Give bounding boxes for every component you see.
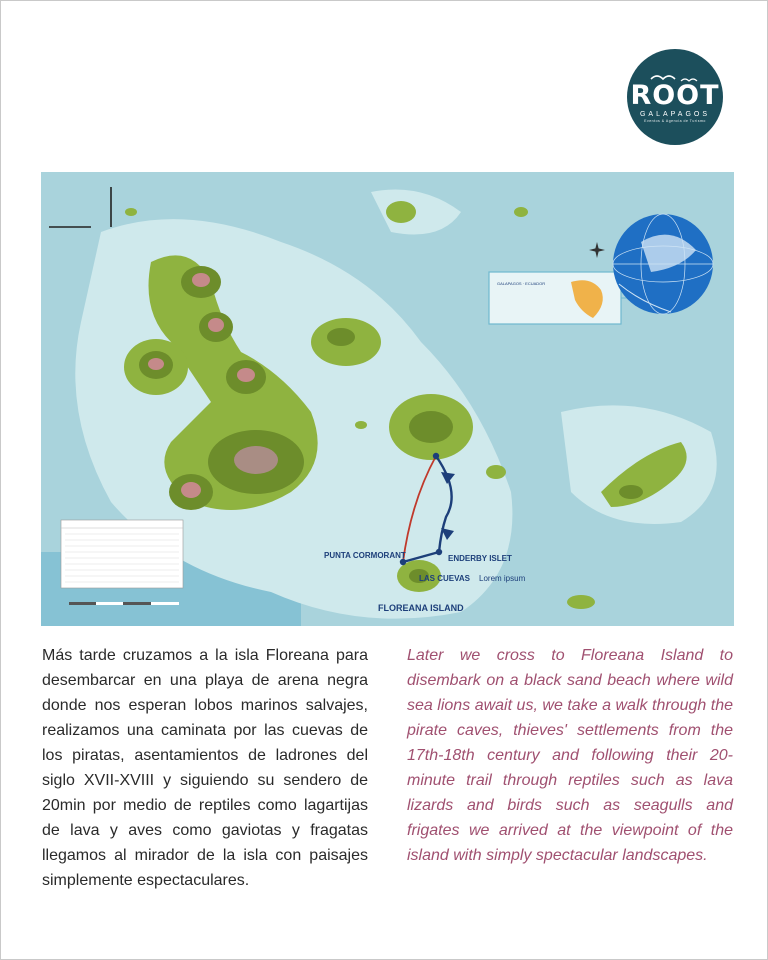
galapagos-map <box>41 172 734 626</box>
spanish-paragraph: Más tarde cruzamos a la isla Floreana para desembarcar en una playa de arena negra donde nos esperan lobos marinos salvajes, realizamos una caminata por las cuevas de los piratas, asentamientos de ladrones del siglo XVII-XVIII y siguiendo su sendero de 20min por medio de reptiles como lagartijas de lava y aves como gaviotas y fragatas llegamos al mirador de la isla con paisajes simplemente espectaculares. <box>42 647 368 889</box>
map-legend <box>61 520 183 588</box>
root-galapagos-logo <box>627 49 723 145</box>
label-lorem-ipsum: Lorem ipsum <box>479 574 526 583</box>
inset-label: GALAPAGOS · ECUADOR <box>497 281 546 286</box>
espanola-island <box>567 595 595 609</box>
globe-icon <box>613 214 713 314</box>
logo-tagline: Eventos & Agencia de Turismo <box>644 118 706 123</box>
birds-icon <box>647 71 703 85</box>
genovesa-island <box>386 201 416 223</box>
logo-subtitle: GALAPAGOS <box>639 110 711 118</box>
label-floreana-island: FLOREANA ISLAND <box>378 603 464 613</box>
label-las-cuevas: LAS CUEVAS <box>419 574 470 583</box>
label-enderby-islet: ENDERBY ISLET <box>448 554 512 563</box>
santa-fe-island <box>486 465 506 479</box>
santa-cruz-island <box>389 394 473 460</box>
english-paragraph: Later we cross to Floreana Island to disembark on a black sand beach where wild sea lions await us, we take a walk through the pirate caves, thieves' settlements from the 17th-18th century and following their 20-minute trail through reptiles such as lava lizards and birds such as seagulls and frigates we arrived at the viewpoint of the island with simply spectacular landscapes. <box>407 647 733 864</box>
fernandina-island <box>124 339 188 395</box>
label-punta-cormorant: PUNTA CORMORANT <box>324 551 406 560</box>
logo-wordmark: ROOT <box>630 79 720 111</box>
santiago-island <box>311 318 381 366</box>
map-svg <box>41 172 734 626</box>
scale-bar <box>69 602 179 605</box>
